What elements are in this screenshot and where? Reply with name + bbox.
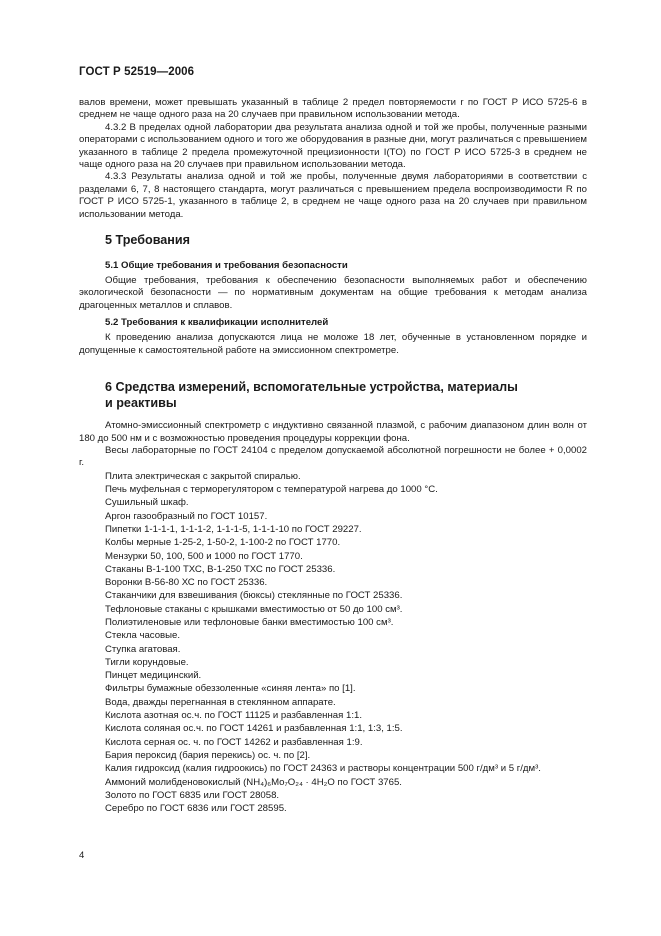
equipment-list-item: Колбы мерные 1-25-2, 1-50-2, 1-100-2 по ГОСТ 1770.: [105, 537, 341, 549]
equipment-list-item: Мензурки 50, 100, 500 и 1000 по ГОСТ 1770.: [105, 550, 303, 562]
equipment-list-item: Калия гидроксид (калия гидроокись) по ГОСТ 24363 и растворы концентрации 500 г/дм³ и 5 г/дм³.: [105, 763, 541, 775]
paragraph-4-3-3: 4.3.3 Результаты анализа одной и той же пробы, полученные двумя лабораториями в соответствии с разделами 6, 7, 8 настоящего стандарта, могут различаться с превышением предела воспроизводимости R по ГОСТ Р ИСО 5725-1, указанного в таблице 2, в среднем не чаще одного раза на 20 случаев при правильном использовании метода.: [79, 171, 587, 220]
document-body: [79, 97, 587, 815]
equipment-list-item: Сушильный шкаф.: [105, 497, 189, 509]
equipment-list-item: Вода, дважды перегнанная в стеклянном аппарате.: [105, 696, 336, 708]
equipment-list-item: Стекла часовые.: [105, 630, 181, 642]
equipment-list-item: Плита электрическая с закрытой спиралью.: [105, 470, 301, 482]
section-5-heading: 5 Требования: [105, 233, 190, 248]
equipment-list-item: Пипетки 1-1-1-1, 1-1-1-2, 1-1-1-5, 1-1-1-10 по ГОСТ 29227.: [105, 523, 362, 535]
equipment-list-item: Кислота соляная ос.ч. по ГОСТ 14261 и разбавленная 1:1, 1:3, 1:5.: [105, 723, 403, 735]
page-number: 4: [79, 850, 85, 861]
equipment-list-item: Фильтры бумажные обеззоленные «синяя лента» по [1].: [105, 683, 356, 695]
equipment-list-item: Пинцет медицинский.: [105, 670, 202, 682]
equipment-list-item: Серебро по ГОСТ 6836 или ГОСТ 28595.: [105, 803, 287, 815]
subsection-5-2-text: К проведению анализа допускаются лица не моложе 18 лет, обученные в установленном порядке и допущенные к самостоятельной работе на эмиссионном спектрометре.: [79, 332, 587, 356]
equipment-list-item: Ступка агатовая.: [105, 643, 181, 655]
equipment-list-item: Бария пероксид (бария перекись) ос. ч. по [2].: [105, 749, 311, 761]
subsection-5-1-heading: 5.1 Общие требования и требования безопасности: [105, 260, 348, 272]
equipment-list: [79, 470, 587, 816]
equipment-list-item: Воронки В-56-80 ХС по ГОСТ 25336.: [105, 577, 268, 589]
equipment-list-item: Тигли корундовые.: [105, 656, 189, 668]
paragraph-continuation: валов времени, может превышать указанный в таблице 2 предел повторяемости r по ГОСТ Р ИСО 5725-6 в среднем не чаще одного раза на 20 случаев при правильном использовании метода.: [79, 97, 587, 121]
section-6-intro-spectrometer: Атомно-эмиссионный спектрометр с индуктивно связанной плазмой, с рабочим диапазоном длин волн от 180 до 500 нм и с возможностью проведения процедуры коррекции фона.: [79, 420, 587, 444]
section-6-heading-line2: и реактивы: [105, 396, 177, 411]
subsection-5-1-text: Общие требования, требования к обеспечению безопасности выполняемых работ и обеспечению экологической безопасности — по нормативным документам на общие требования к методам анализа драгоценных металлов и сплавов.: [79, 275, 587, 311]
subsection-5-2-heading: 5.2 Требования к квалификации исполнителей: [105, 317, 329, 329]
equipment-list-item: Кислота серная ос. ч. по ГОСТ 14262 и разбавленная 1:9.: [105, 736, 363, 748]
equipment-list-item: Полиэтиленовые или тефлоновые банки вместимостью 100 см³.: [105, 616, 394, 628]
document-header: ГОСТ Р 52519—2006: [79, 66, 195, 78]
equipment-list-item: Аммоний молибденовокислый (NH₄)₆Mo₇O₂₄ · 4H₂O по ГОСТ 3765.: [105, 776, 402, 788]
equipment-list-item: Тефлоновые стаканы с крышками вместимостью от 50 до 100 см³.: [105, 603, 403, 615]
equipment-list-item: Кислота азотная ос.ч. по ГОСТ 11125 и разбавленная 1:1.: [105, 710, 362, 722]
section-6-heading-line1: 6 Средства измерений, вспомогательные устройства, материалы: [105, 380, 518, 395]
equipment-list-item: Стаканчики для взвешивания (бюксы) стеклянные по ГОСТ 25336.: [105, 590, 403, 602]
equipment-list-item: Аргон газообразный по ГОСТ 10157.: [105, 510, 268, 522]
equipment-list-item: Золото по ГОСТ 6835 или ГОСТ 28058.: [105, 789, 280, 801]
paragraph-4-3-2: 4.3.2 В пределах одной лаборатории два результата анализа одной и той же пробы, полученные разными операторами с использованием одного и того же оборудования в разные дни, могут различаться с превышением указанного в таблице 2 предела промежуточной прецизионности I(TO) по ГОСТ Р ИСО 5725-3 в среднем не чаще одного раза на 20 случаев при правильном использовании метода.: [79, 121, 587, 171]
section-6-intro-balance: Весы лабораторные по ГОСТ 24104 с пределом допускаемой абсолютной погрешности не более + 0,0002 г.: [79, 444, 587, 469]
equipment-list-item: Печь муфельная с терморегулятором с температурой нагрева до 1000 °С.: [105, 484, 438, 496]
equipment-list-item: Стаканы В-1-100 ТХС, В-1-250 ТХС по ГОСТ 25336.: [105, 563, 336, 575]
